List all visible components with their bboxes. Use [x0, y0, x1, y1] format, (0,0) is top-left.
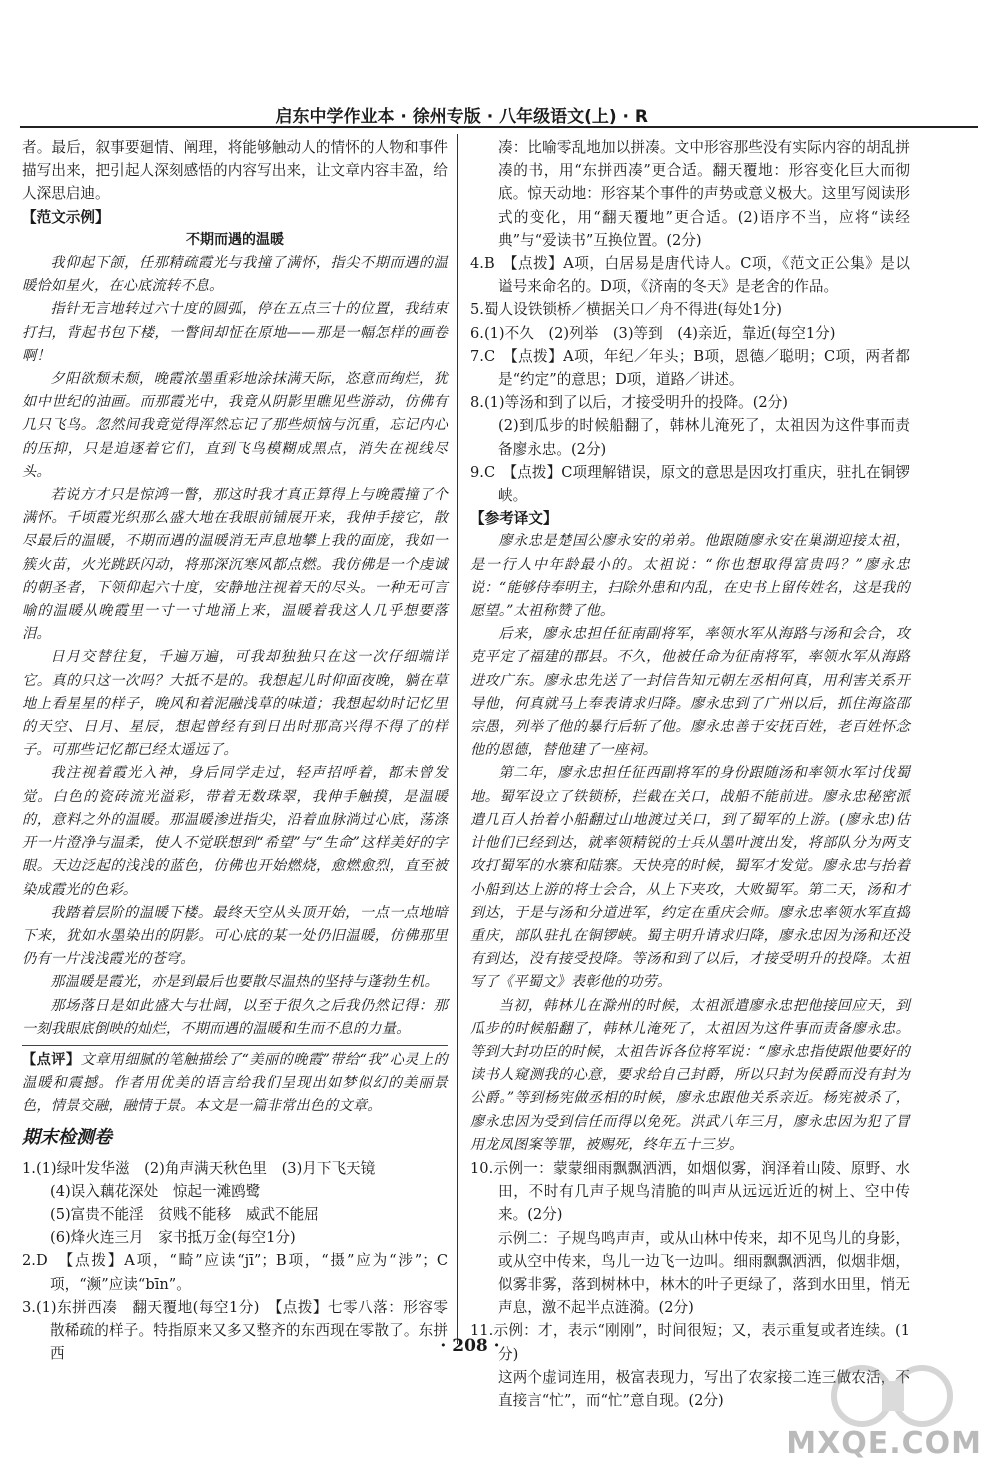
translation-paragraph: 第二年，廖永忠担任征西副将军的身份跟随汤和率领水军讨伐蜀地。蜀军设立了铁锁桥，拦截在关口，战船不能前进。廖永忠秘密派遣几百人抬着小船翻过山地渡过关口，到了蜀军的上游。(廖永忠)估计他们已经到达，就率领精锐的士兵从墨叶渡出发，将部队分为两支攻打蜀军的水寨和陆寨。天快亮的时候，蜀军才发觉。廖永忠与抬着小船到达上游的将士会合，从上下夹攻，大败蜀军。第二天，汤和才到达，于是与汤和分道进军，约定在重庆会师。廖永忠率领水军直捣重庆，部队驻扎在铜锣峡。蜀主明升请求归降，廖永忠因为汤和还没有到达，没有接受投降。等汤和到了以后，才接受明升的投降。太祖写了《平蜀文》表彰他的功劳。	[470, 765, 910, 991]
answer-item	[470, 322, 910, 345]
answer-item	[22, 1180, 448, 1203]
answer-item	[22, 1203, 448, 1226]
answer-number: 5.	[470, 301, 484, 319]
answer-item	[22, 1157, 448, 1180]
essay-paragraph: 夕阳欲颓未颓，晚霞浓墨重彩地涂抹满天际，恣意而绚烂，犹如中世纪的油画。而那霞光中，我竟从阴影里瞧见些游动，仿佛有几只飞鸟。忽然间我竟觉得浑然忘记了那些烦恼与沉重，忘记内心的压抑，只是追逐着它们，直到飞鸟模糊成黑点，消失在视线尽头。	[22, 371, 448, 480]
answer-text: 这两个虚词连用，极富表现力，写出了农家接二连三做农活，不直接言“忙”，而“忙”意自现。(2分)	[498, 1368, 910, 1409]
answer-number: 6.	[470, 324, 484, 342]
essay-paragraph: 日月交替往复，千遍万遍，可我却独独只在这一次仔细端详它。真的只这一次吗？大抵不是的。我想起儿时仰面夜晚，躺在草地上看星星的样子，晚风和着泥融浅草的味道；我想起幼时记忆里的天空、日月、星辰，想起曾经有到日出时那高兴得不得了的样子。可那些记忆都已经太遥远了。	[22, 649, 448, 759]
answer-text: (6)烽火连三月 家书抵万金(每空1分)	[50, 1229, 296, 1247]
answer-item	[22, 1249, 448, 1295]
answer-item	[470, 298, 910, 321]
answer-item	[470, 1157, 910, 1227]
answer-number: 1.	[22, 1159, 36, 1177]
answer-text: (1)不久 (2)列举 (3)等到 (4)亲近，靠近(每空1分)	[483, 324, 836, 342]
essay-title: 不期而遇的温暖	[186, 231, 284, 248]
sample-label: 【范文示例】	[22, 208, 110, 226]
answer-item	[22, 1226, 448, 1249]
answer-number: 7.	[470, 347, 484, 365]
essay-paragraph: 我踏着层阶的温暖下楼。最终天空从头顶开始，一点一点地暗下来，犹如水墨染出的阴影。可心底的某一处仍旧温暖，仿佛那里仍有一片浅浅霞光的苍穹。	[22, 904, 448, 968]
translation-paragraph: 廖永忠是楚国公廖永安的弟弟。他跟随廖永安在巢湖迎接太祖，是一行人中年龄最小的。太祖说：“你也想取得富贵吗？”廖永忠说：“能够侍奉明主，扫除外患和内乱，在史书上留传姓名，这是我的愿望。”太祖称赞了他。	[470, 533, 910, 620]
section-title: 期末检测卷	[22, 1126, 112, 1148]
essay-paragraph: 那温暖是霞光，亦是到最后也要散尽温热的坚持与蓬勃生机。	[50, 974, 439, 991]
left-column	[22, 136, 448, 1365]
answer-item	[470, 461, 910, 507]
right-column	[470, 136, 910, 1412]
answer-text: (5)富贵不能淫 贫贱不能移 威武不能屈	[50, 1205, 319, 1223]
translation-paragraph: 当初，韩林儿在滁州的时候，太祖派遣廖永忠把他接回应天，到瓜步的时候船翻了，韩林儿淹死了，太祖因为这件事而责备廖永忠。等到大封功臣的时候，太祖告诉各位将军说：“廖永忠指使跟他要好的读书人窥测我的心意，要求给自己封爵，所以只封为侯爵而没有封为公爵。”等到杨宪做丞相的时候，廖永忠跟他关系亲近。杨宪被杀了，廖永忠因为受到信任而得以免死。洪武八年三月，廖永忠因为犯了冒用龙凤图案等罪，被赐死，终年五十三岁。	[470, 997, 910, 1153]
comment-text: 文章用细腻的笔触描绘了“美丽的晚霞”带给“我”心灵上的温暖和震撼。作者用优美的语言给我们呈现出如梦似幻的美丽景色，情景交融，融情于景。本文是一篇非常出色的文章。	[22, 1051, 448, 1115]
translation-paragraph: 后来，廖永忠担任征南副将军，率领水军从海路与汤和会合，攻克平定了福建的郡县。不久，他被任命为征南将军，率领水军从海路进攻广东。廖永忠先送了一封信告知元朝左丞相何真，用利害关系开导他，何真就马上奉表请求归降。廖永忠到了广州以后，抓住海盗邵宗愚，列举了他的暴行后斩了他。廖永忠善于安抚百姓，老百姓怀念他的恩德，替他建了一座祠。	[470, 626, 910, 759]
essay-paragraph: 那场落日是如此盛大与壮阔，以至于很久之后我仍然记得：那一刻我眼底倒映的灿烂，不期而遇的温暖和生而不息的力量。	[22, 997, 448, 1037]
answer-item	[470, 252, 910, 298]
essay-paragraph: 指针无言地转过六十度的圆弧，停在五点三十的位置，我结束打扫，背起书包下楼，一瞥间却怔在原地——那是一幅怎样的画卷啊！	[22, 301, 448, 364]
translation-body	[470, 530, 910, 1156]
answer-text: (1)东拼西凑 翻天覆地(每空1分) 【点拨】七零八落：形容零散稀疏的样子。特指原来又多又整齐的东西现在零散了。东拼西	[35, 1298, 448, 1363]
answer-text: 示例二：子规鸟鸣声声，或从山林中传来，却不见鸟儿的身影，或从空中传来，鸟儿一边飞一边叫。细雨飘飘洒洒，似烟非烟，似雾非雾，落到树林中，林木的叶子更绿了，落到水田里，悄无声息，激不起半点涟漪。(2分)	[498, 1229, 910, 1317]
answer-number: 3.	[22, 1298, 36, 1316]
page-header	[20, 96, 978, 128]
comment	[22, 1049, 448, 1119]
answer-item	[470, 391, 910, 414]
answer-number: 10.	[470, 1159, 494, 1177]
reference-translation-label: 【参考译文】	[470, 510, 558, 528]
answer-number: 4.	[470, 255, 484, 273]
column-divider	[457, 134, 458, 1344]
answer-number: 8.	[470, 394, 484, 412]
comment-label: 【点评】	[22, 1051, 81, 1068]
answer-number: 11.	[470, 1322, 494, 1340]
intro-text: 者。最后，叙事要廻情、阐理，将能够触动人的情怀的人物和事件描写出来，把引起人深刻感悟的内容写出来，让文章内容丰盈，给人深思启迪。	[22, 139, 448, 203]
answer-continuation: 凑：比喻零乱地加以拼凑。文中形容那些没有实际内容的胡乱拼凑的书，用“东拼西凑”更合适。翻天覆地：形容变化巨大而彻底。惊天动地：形容某个事件的声势或意义极大。这里写阅读形式的变化，用“翻天覆地”更合适。(2)语序不当，应将“读经典”与“爱读书”互换位置。(2分)	[498, 139, 910, 249]
watermark-text: MXQE.COM	[786, 1426, 982, 1461]
essay-paragraph: 我仰起下颌，任那精疏霞光与我撞了满怀，指尖不期而遇的温暖恰如星火，在心底流转不息。	[22, 255, 448, 295]
answer-text: C 【点拨】A项，年纪／年头；B项，恩德／聪明；C项，两者都是“约定”的意思；D项，道路／讲述。	[483, 347, 910, 389]
answer-text: 蜀人设铁锁桥／横据关口／舟不得进(每处1分)	[483, 301, 782, 319]
essay-paragraph: 我注视着霞光入神，身后同学走过，轻声招呼着，都未曾发觉。白色的瓷砖流光溢彩，带着无数珠翠，我伸手触摸，是温暖的，意料之外的温暖。那温暖渗进指尖，沿着血脉淌过心底，荡涤开一片澄净与温柔，使人不觉联想到“希望”与“生命”这样美好的字眼。天边泛起的浅浅的蓝色，仿佛也开始燃烧，愈燃愈烈，直至被染成霞光的色彩。	[22, 765, 448, 898]
answer-text: D 【点拨】A项，“畸”应读“jī”；B项，“摄”应为“涉”；C项，“濒”应读“bīn”。	[35, 1252, 448, 1293]
answer-list-right	[470, 252, 910, 507]
answer-text: 示例：才，表示“刚刚”，时间很短；又，表示重复或者连续。(1分)	[493, 1322, 910, 1363]
answer-text: B 【点拨】A项，白居易是唐代诗人。C项，《范文正公集》是以谥号来命名的。D项，《济南的冬天》是老舍的作品。	[483, 255, 910, 296]
answer-text: (1)等汤和到了以后，才接受明升的投降。(2分)	[483, 394, 788, 412]
answer-item	[470, 414, 910, 460]
answer-item	[470, 1227, 910, 1320]
answer-item	[470, 345, 910, 391]
answer-text: 示例一：蒙蒙细雨飘飘洒洒，如烟似雾，润泽着山陵、原野、水田，不时有几声子规鸟清脆的叫声从远远近近的树上、空中传来。(2分)	[493, 1159, 910, 1224]
header-title: 启东中学作业本 · 徐州专版 · 八年级语文(上) · R	[275, 107, 648, 127]
essay-body	[22, 252, 448, 1041]
answer-number: 9.	[470, 463, 484, 481]
page-number: · 208 ·	[440, 1336, 500, 1356]
answer-list-left	[22, 1157, 448, 1366]
answer-text: (1)绿叶发华滋 (2)角声满天秋色里 (3)月下飞天镜	[35, 1159, 376, 1177]
essay-paragraph: 若说方才只是惊鸿一瞥，那这时我才真正算得上与晚霞撞了个满怀。千顷霞光织那么盛大地在我眼前铺展开来，我伸手接它，散尽最后的温暖，不期而遇的温暖消无声息地攀上我的面庞，我如一簇火苗，火光跳跃闪动，将那深沉寒风都点燃。我仿佛是一个虔诚的朝圣者，下领仰起六十度，安静地注视着天的尽头。一种无可言喻的温暖从晚霞里一寸一寸地涌上来，温暖着我这人几乎想要落泪。	[22, 487, 448, 643]
answer-text: (2)到瓜步的时候船翻了，韩林儿淹死了，太祖因为这件事而责备廖永忠。(2分)	[498, 417, 910, 458]
answer-text: (4)误入藕花深处 惊起一滩鸥鹭	[50, 1182, 261, 1200]
answer-number: 2.	[22, 1252, 36, 1270]
answer-text: C 【点拨】C项理解错误，原文的意思是因攻打重庆，驻扎在铜锣峡。	[483, 463, 910, 505]
comment-divider	[22, 1045, 448, 1046]
